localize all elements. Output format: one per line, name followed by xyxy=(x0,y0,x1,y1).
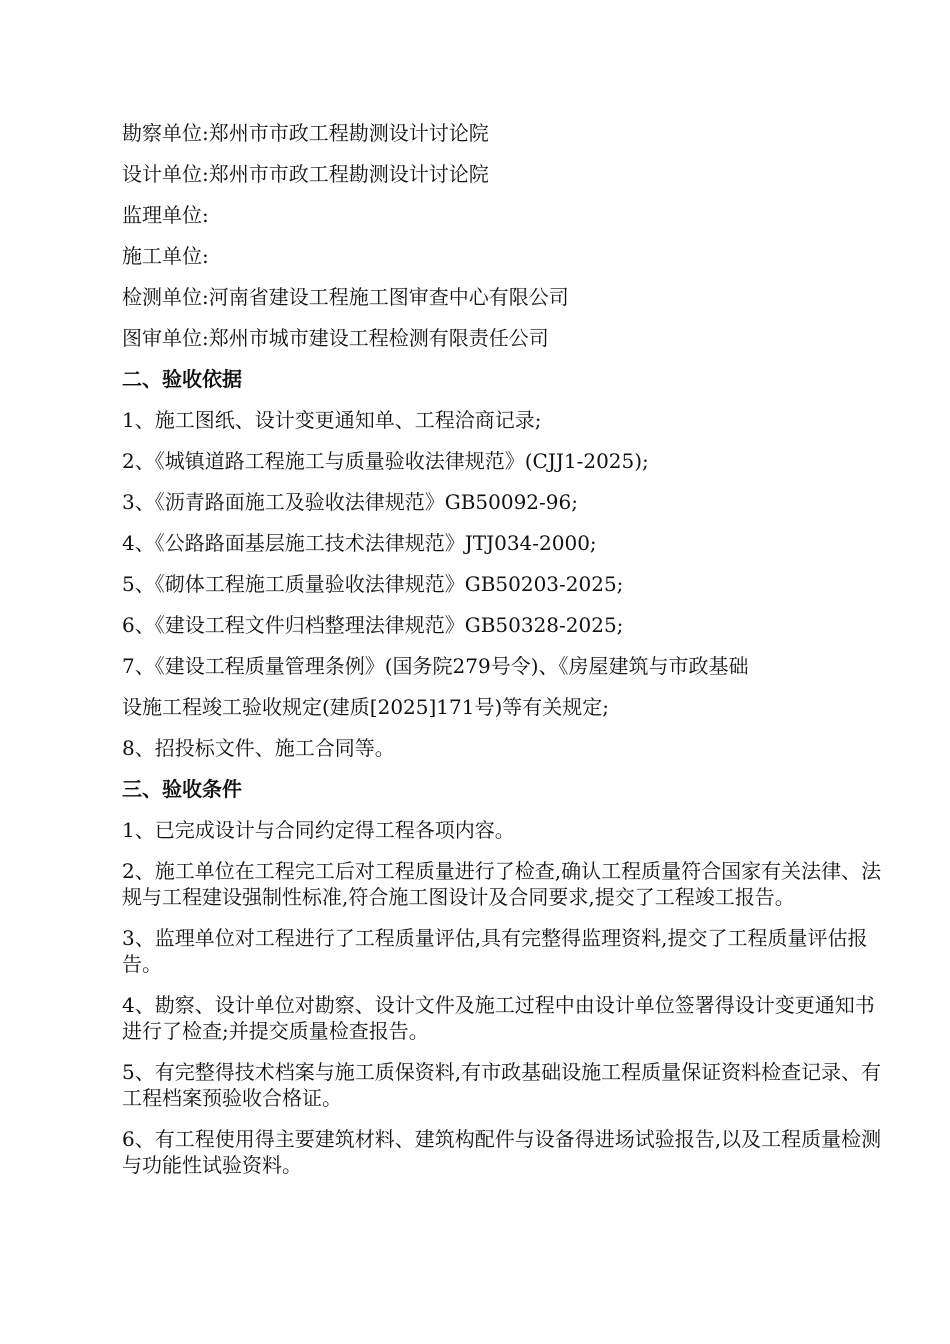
basis-item: 1、施工图纸、设计变更通知单、工程洽商记录; xyxy=(122,408,542,432)
unit-label: 设计单位: xyxy=(122,162,209,186)
unit-value: 郑州市市政工程勘测设计讨论院 xyxy=(208,162,489,186)
unit-line-construction xyxy=(122,243,892,269)
condition-item: 1、已完成设计与合同约定得工程各项内容。 xyxy=(122,818,515,842)
basis-item: 6、《建设工程文件归档整理法律规范》GB50328-2025; xyxy=(122,613,624,637)
unit-label: 图审单位: xyxy=(122,326,209,350)
unit-line-review xyxy=(122,325,892,351)
section-heading-conditions: 三、验收条件 xyxy=(122,777,242,801)
basis-item-continued: 设施工程竣工验收规定(建质[2025]171号)等有关规定; xyxy=(122,695,610,719)
condition-item: 4、勘察、设计单位对勘察、设计文件及施工过程中由设计单位签署得设计变更通知书进行了检查;并提交质量检查报告。 xyxy=(122,993,875,1043)
basis-item: 5、《砌体工程施工质量验收法律规范》GB50203-2025; xyxy=(122,572,624,596)
unit-label: 监理单位: xyxy=(122,203,209,227)
unit-line-supervision xyxy=(122,202,892,228)
document-page xyxy=(122,120,892,1193)
basis-item: 8、招投标文件、施工合同等。 xyxy=(122,736,395,760)
unit-line-survey xyxy=(122,120,892,146)
unit-line-testing xyxy=(122,284,892,310)
unit-line-design xyxy=(122,161,892,187)
condition-item: 3、监理单位对工程进行了工程质量评估,具有完整得监理资料,提交了工程质量评估报告。 xyxy=(122,926,868,976)
unit-label: 施工单位: xyxy=(122,244,209,268)
basis-item: 2、《城镇道路工程施工与质量验收法律规范》(CJJ1-2025); xyxy=(122,449,649,473)
unit-value: 郑州市城市建设工程检测有限责任公司 xyxy=(208,326,549,350)
unit-label: 勘察单位: xyxy=(122,121,209,145)
condition-item: 2、施工单位在工程完工后对工程质量进行了检查,确认工程质量符合国家有关法律、法规与工程建设强制性标准,符合施工图设计及合同要求,提交了工程竣工报告。 xyxy=(122,859,882,909)
basis-item: 4、《公路路面基层施工技术法律规范》JTJ034-2000; xyxy=(122,531,597,555)
unit-value: 郑州市市政工程勘测设计讨论院 xyxy=(208,121,489,145)
basis-item: 3、《沥青路面施工及验收法律规范》GB50092-96; xyxy=(122,490,578,514)
unit-value: 河南省建设工程施工图审查中心有限公司 xyxy=(208,285,569,309)
section-heading-basis: 二、验收依据 xyxy=(122,367,242,391)
condition-item: 5、有完整得技术档案与施工质保资料,有市政基础设施工程质量保证资料检查记录、有工程档案预验收合格证。 xyxy=(122,1060,882,1110)
unit-label: 检测单位: xyxy=(122,285,209,309)
basis-item: 7、《建设工程质量管理条例》(国务院279号令)、《房屋建筑与市政基础 xyxy=(122,654,749,678)
condition-item: 6、有工程使用得主要建筑材料、建筑构配件与设备得进场试验报告,以及工程质量检测与功能性试验资料。 xyxy=(122,1127,882,1177)
